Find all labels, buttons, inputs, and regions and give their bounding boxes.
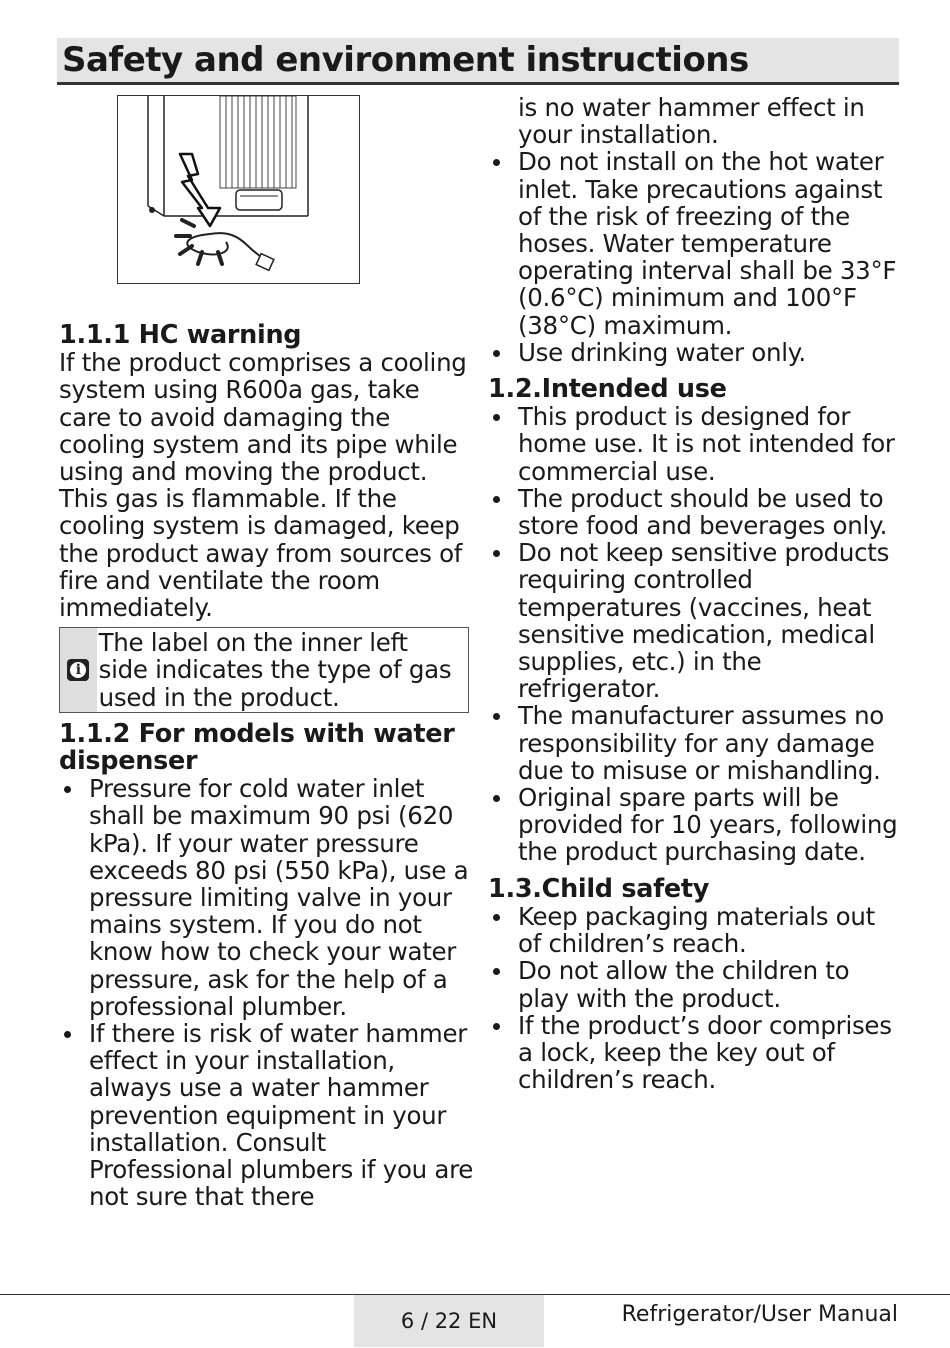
water-dispenser-list-continued [488, 148, 903, 366]
info-note-box [59, 627, 469, 713]
fridge-lightning-illustration [118, 96, 359, 283]
water-dispenser-list [59, 775, 474, 1210]
water-dispenser-heading: 1.1.2 For models with water dispenser [59, 718, 455, 777]
left-column [59, 322, 474, 1211]
list-item: Pressure for cold water inlet shall be maximum 90 psi (620 kPa). If your water pressure exceeds 80 psi (550 kPa), use a pressure limiting valve in your mains system. If you do not know how to check your water pressure, ask for the help of a professional plumber. [59, 775, 474, 1020]
refrigerator-warning-illustration [117, 95, 360, 284]
list-item: The manufacturer assumes no responsibility for any damage due to misuse or mishandling. [488, 702, 903, 784]
intended-use-heading: 1.2.Intended use [488, 374, 727, 405]
list-item: Use drinking water only. [488, 339, 903, 366]
page-title: Safety and environment instructions [62, 40, 749, 80]
list-item: Original spare parts will be provided for 10 years, following the product purchasing date. [488, 784, 903, 866]
info-note-text: The label on the inner left side indicates the type of gas used in the product. [98, 628, 452, 712]
document-name: Refrigerator/User Manual [621, 1302, 898, 1327]
intended-use-list [488, 403, 903, 865]
hc-warning-heading: 1.1.1 HC warning [59, 320, 302, 350]
water-hammer-continuation: is no water hammer effect in your installation. [518, 93, 865, 150]
info-note-icon-cell [60, 628, 97, 712]
page-title-bar [57, 38, 899, 85]
child-safety-heading: 1.3.Child safety [488, 873, 710, 904]
list-item: Keep packaging materials out of children’s reach. [488, 903, 903, 957]
list-item: If the product’s door comprises a lock, keep the key out of children’s reach. [488, 1012, 903, 1094]
page-number: 6 / 22 EN [354, 1295, 544, 1347]
info-icon [67, 659, 89, 681]
list-item: Do not keep sensitive products requiring controlled temperatures (vaccines, heat sensitive medication, medical supplies, etc.) in the refrigerator. [488, 539, 903, 702]
list-item: Do not install on the hot water inlet. Take precautions against of the risk of freezing of the hoses. Water temperature operating interval shall be 33°F (0.6°C) minimum and 100°F (38°C) maximum. [488, 148, 903, 338]
list-item: If there is risk of water hammer effect in your installation, always use a water hammer prevention equipment in your installation. Consult Professional plumbers if you are not sure that there [59, 1020, 474, 1210]
right-column [488, 94, 903, 1093]
list-item: This product is designed for home use. It is not intended for commercial use. [488, 403, 903, 485]
hc-warning-text: If the product comprises a cooling system using R600a gas, take care to avoid damaging the cooling system and its pipe while using and moving the product. This gas is flammable. If the cooling system is damaged, keep the product away from sources of fire and ventilate the room immediately. [59, 348, 467, 623]
list-item: The product should be used to store food and beverages only. [488, 485, 903, 539]
child-safety-list [488, 903, 903, 1093]
list-item: Do not allow the children to play with the product. [488, 957, 903, 1011]
